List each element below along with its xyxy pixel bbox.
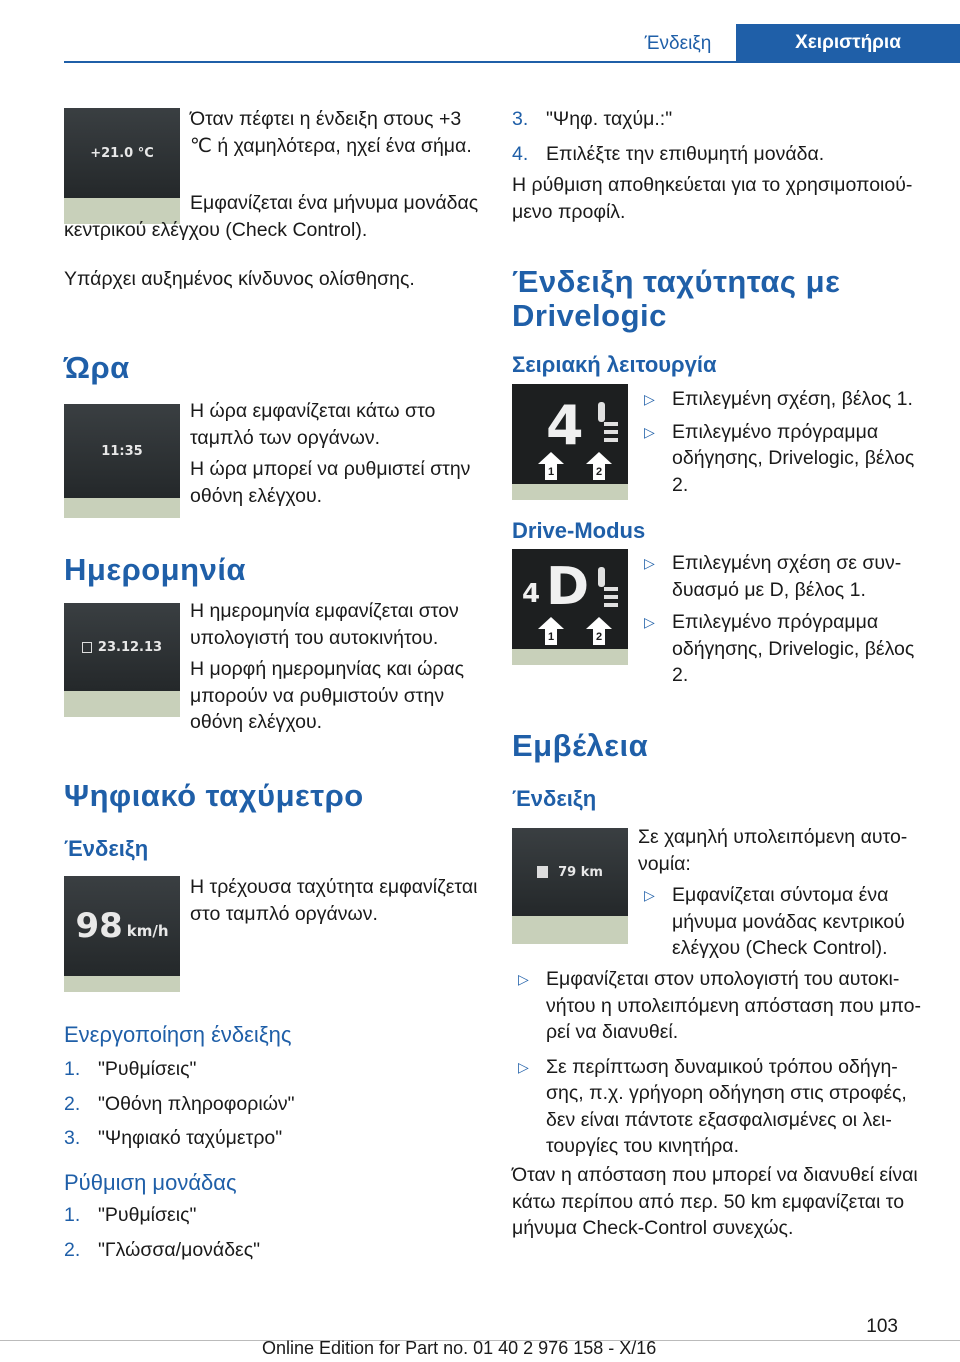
arrow-1-label: 1 [545,629,557,645]
header-section-tab[interactable]: Ένδειξη [644,33,712,54]
list-item: ▷ Εμφανίζεται σύντομα ένα μήνυμα μονάδας κεντρικού ελέγχου (Check Control). [644,884,905,959]
unit-title: Ρύθμιση μονάδας [64,1170,237,1195]
clock-title: Ώρα [64,350,130,385]
list-item: 3. "Ψηφ. ταχύμ.:" [512,108,673,130]
range-intro: Σε χαμηλή υπολειπόμενη αυτονομία: [638,826,908,875]
temperature-display-screen: +21.0 °C [64,108,180,198]
list-item: ▷ Επιλεγμένη σχέση, βέλος 1. [644,388,913,410]
serial-title: Σειριακή λειτουργία [512,352,717,377]
range-note: Όταν η απόσταση που μπορεί να διανυθεί είναι κάτω περίπου από περ. 50 km εμφανίζεται το μήνυμα Check-Control συνεχώς. [512,1164,918,1239]
range-subtitle: Ένδειξη [512,786,597,811]
arrow-1-callout [538,452,564,478]
arrow-1-callout [538,617,564,643]
unit-steps-continued [512,106,924,167]
speedo-subtitle: Ένδειξη [64,836,149,861]
page-number: 103 [866,1316,898,1337]
drive-title: Drive-Modus [512,518,646,543]
clock-display-screen: 11:35 [64,404,180,498]
unit-steps [64,1202,482,1263]
clock-paragraph-1: Η ώρα εμφανίζεται κάτω στο ταμπλό των οργάνων. [190,400,436,449]
temp-paragraph-2: Εμφανίζεται ένα μήνυμα μονάδας κεντρικού ελέγχου (Check Control). [64,192,479,241]
list-item: ▷ Σε περίπτωση δυναμικού τρόπου οδήγησης, π.χ. γρήγορη οδήγηση στις στροφές, δεν είναι πάντοτε εξασφαλισμένες οι λειτουργίες του κινητήρα. [518,1055,907,1157]
drive-display-image [512,549,628,665]
list-item: 1. "Ρυθμίσεις" [64,1058,197,1080]
speedo-display-value: 98 [75,906,123,946]
range-items [512,966,924,1166]
speedo-display-unit: km/h [126,922,169,940]
list-item: 4. Επιλέξτε την επιθυμητή μονάδα. [512,142,825,165]
date-paragraph-2: Η μορφή ημερομηνίας και ώρας μπορούν να ρυθμιστούν στην οθόνη ελέγχου. [190,658,465,733]
date-title: Ημερομηνία [64,552,246,587]
serial-gear-number: 4 [546,394,584,457]
speedo-title: Ψηφιακό ταχύμετρο [64,778,364,813]
list-item: ▷ Επιλεγμένο πρόγραμμα οδήγησης, Drivelogic, βέλος 2. [644,611,915,686]
range-display-value: 79 km [558,864,603,880]
range-title: Εμβέλεια [512,728,649,763]
gear-title-line1: Ένδειξη ταχύτητας με [512,264,841,299]
arrow-2-label: 2 [593,629,605,645]
arrow-2-label: 2 [593,464,605,480]
serial-display-image [512,384,628,500]
page-header [0,0,960,62]
temp-paragraph-1: Όταν πέφτει η ένδειξη στους +3 ℃ ή χαμηλότερα, ηχεί ένα σήμα. [190,108,472,157]
gear-title-line2: Drivelogic [512,298,667,333]
clock-paragraph-2: Η ώρα μπορεί να ρυθμιστεί στην οθόνη ελέγχου. [190,458,471,507]
header-chapter-tab[interactable]: Χειριστήρια [736,24,960,62]
list-item: 2. "Γλώσσα/μονάδες" [64,1238,261,1261]
seat-icon [596,402,618,446]
list-item: 3. "Ψηφιακό ταχύμετρο" [64,1127,283,1149]
date-display-value: 23.12.13 [97,639,163,655]
activate-steps [64,1056,482,1152]
list-item: 2. "Οθόνη πληροφοριών" [64,1092,295,1115]
range-inner-items [638,882,924,968]
unit-note: Η ρύθμιση αποθηκεύεται για το χρησιμοποιούμενο προφίλ. [512,174,913,223]
drive-items [638,550,924,695]
list-item: ▷ Επιλεγμένη σχέση σε συνδυασμό με D, βέλος 1. [644,552,902,601]
seat-icon [596,567,618,611]
activate-title: Ενεργοποίηση ένδειξης [64,1022,292,1047]
header-divider [64,61,960,63]
list-item: 1. "Ρυθμίσεις" [64,1204,197,1226]
speedo-paragraph-1: Η τρέχουσα ταχύτητα εμφανίζεται στο ταμπλό οργάνων. [190,876,478,925]
edition-footer: Online Edition for Part no. 01 40 2 976 158 - X/16 [262,1338,657,1358]
list-item: ▷ Εμφανίζεται στον υπολογιστή του αυτοκινήτου η υπολειπόμενη απόσταση που μπορεί να διανυθεί. [518,968,922,1043]
list-item: ▷ Επιλεγμένο πρόγραμμα οδήγησης, Drivelogic, βέλος 2. [644,420,915,496]
temp-paragraph-3: Υπάρχει αυξημένος κίνδυνος ολίσθησης. [64,268,415,290]
arrow-1-label: 1 [545,464,557,480]
drive-gear-small: 4 [522,579,541,609]
arrow-2-callout [586,617,612,643]
serial-items [638,386,924,504]
date-paragraph-1: Η ημερομηνία εμφανίζεται στον υπολογιστή του αυτοκινήτου. [190,600,459,649]
drive-gear-big: D [546,557,590,617]
arrow-2-callout [586,452,612,478]
